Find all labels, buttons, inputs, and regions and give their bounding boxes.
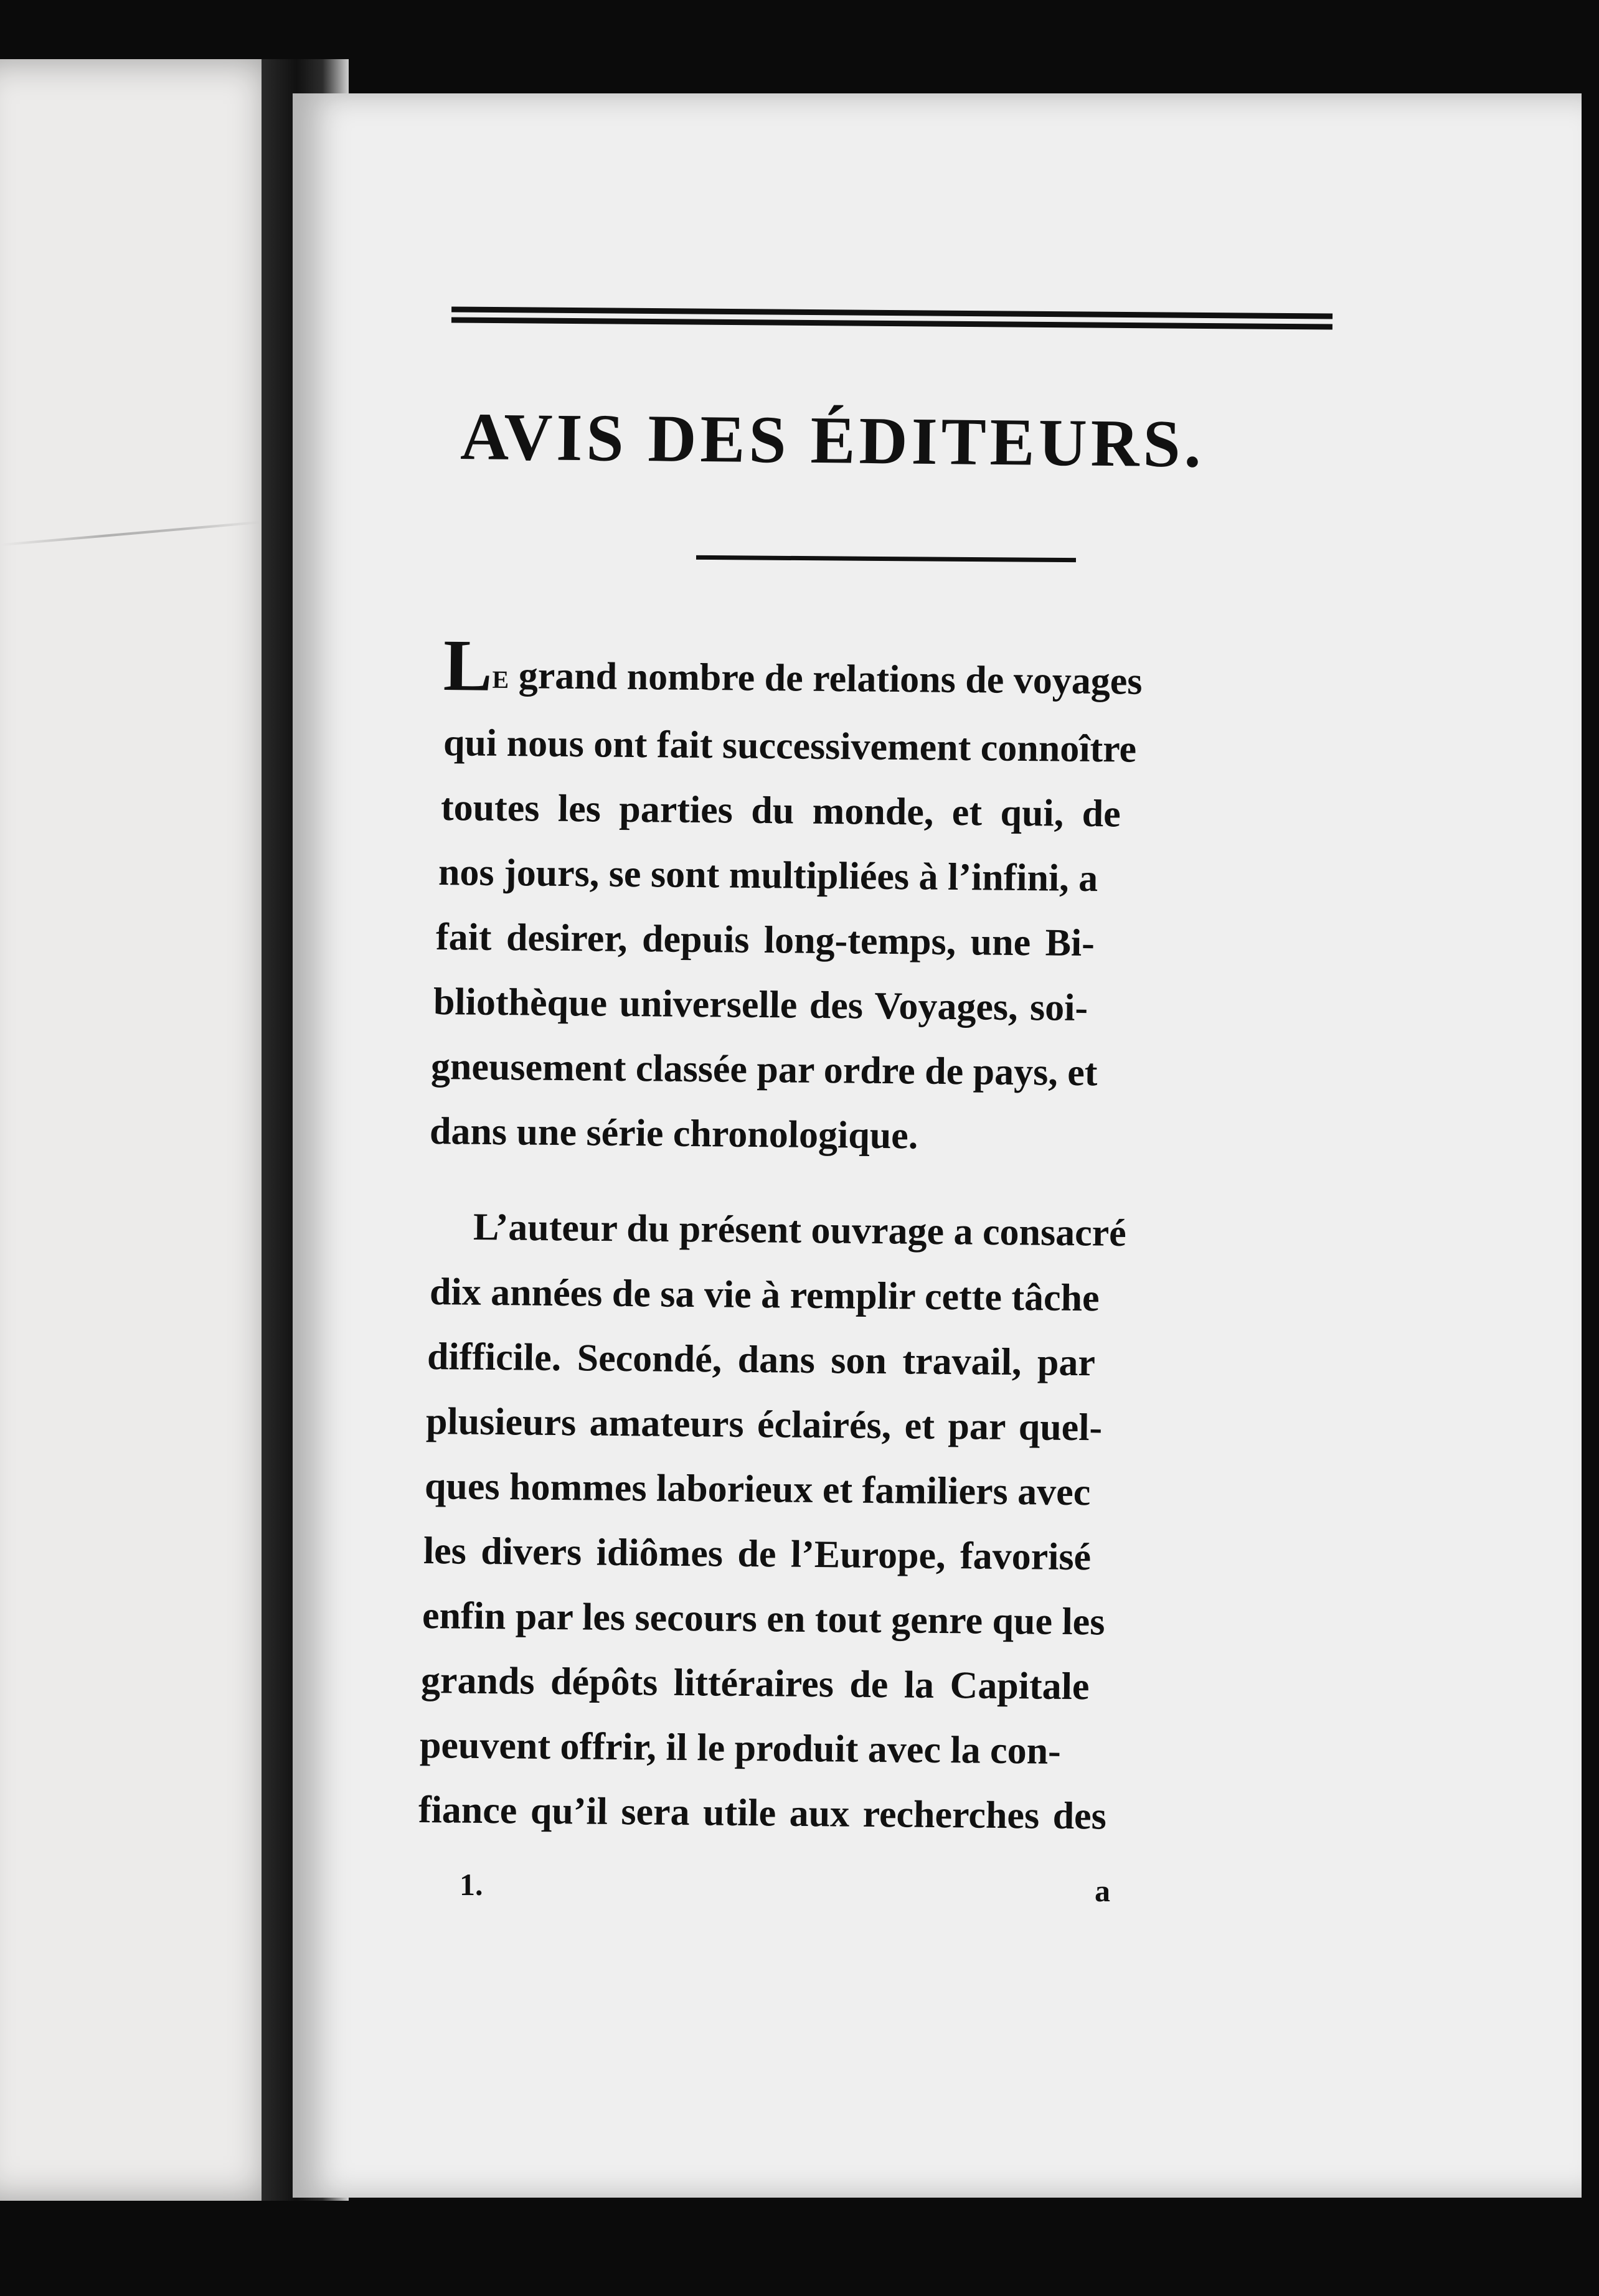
text-line: les divers idiômes de l’Europe, favorisé bbox=[423, 1530, 1092, 1579]
text-line: difficile. Secondé, dans son travail, par bbox=[427, 1335, 1096, 1385]
page-title: AVIS DES ÉDITEURS. bbox=[460, 399, 1205, 482]
text-line: bliothèque universelle des Voyages, soi- bbox=[433, 981, 1088, 1030]
text-line: peuvent offrir, il le produit avec la con- bbox=[419, 1724, 1062, 1772]
text-line bbox=[443, 624, 1143, 709]
text-line: grands dépôts littéraires de la Capitale bbox=[420, 1659, 1090, 1708]
text-line: fait desirer, depuis long-temps, une Bi- bbox=[435, 916, 1095, 965]
text-line: ques hommes laborieux et familiers avec bbox=[424, 1465, 1091, 1514]
drop-cap: L bbox=[443, 624, 493, 707]
text-line: fiance qu’il sera utile aux recherches des bbox=[418, 1789, 1107, 1838]
text-line: toutes les parties du monde, et qui, de bbox=[440, 786, 1121, 835]
text-line: nos jours, se sont multipliées à l’infini, a bbox=[438, 851, 1098, 900]
text-line: gneusement classée par ordre de pays, et bbox=[430, 1045, 1098, 1094]
text-line: dans une série chronologique. bbox=[429, 1110, 918, 1157]
facing-page bbox=[0, 59, 293, 2201]
text-line: qui nous ont fait successivement connoître bbox=[443, 722, 1137, 771]
signature-mark: a bbox=[1095, 1873, 1110, 1908]
page-fold-crease bbox=[1, 521, 262, 547]
first-line-text: grand nombre de relations de voyages bbox=[508, 654, 1143, 703]
text-line: plusieurs amateurs éclairés, et par quel- bbox=[425, 1400, 1103, 1449]
text-line: enfin par les secours en tout genre que les bbox=[422, 1594, 1105, 1644]
text-line: L’auteur du présent ouvrage a consacré bbox=[473, 1206, 1127, 1255]
small-cap-letter: E bbox=[492, 665, 509, 694]
text-line: dix années de sa vie à remplir cette tâche bbox=[429, 1271, 1100, 1320]
volume-number: 1. bbox=[460, 1867, 483, 1902]
